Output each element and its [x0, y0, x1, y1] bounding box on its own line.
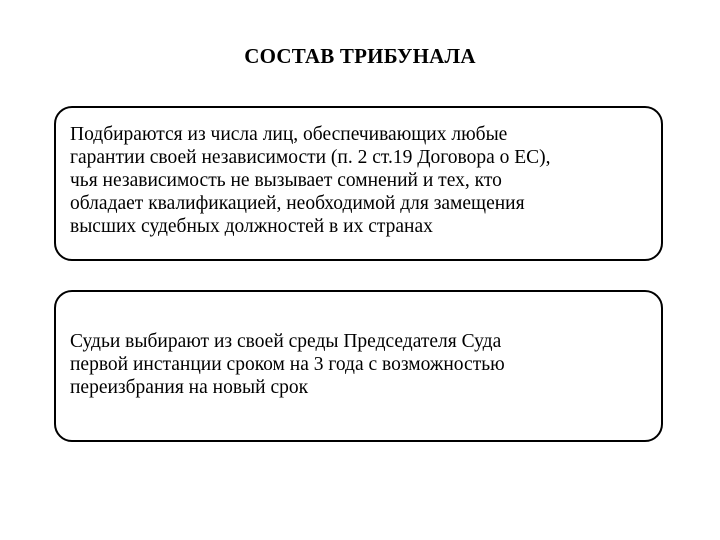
box-text-line: гарантии своей независимости (п. 2 ст.19 Договора о ЕС),	[70, 147, 551, 168]
box-text-line: чья независимость не вызывает сомнений и тех, кто	[70, 170, 502, 191]
selection-criteria-box	[54, 106, 663, 261]
box-text-line: Подбираются из числа лиц, обеспечивающих любые	[70, 124, 508, 145]
president-election-box	[54, 290, 663, 442]
box-text-line: высших судебных должностей в их странах	[70, 216, 433, 237]
page-title: СОСТАВ ТРИБУНАЛА	[244, 44, 476, 68]
box-text-line: обладает квалификацией, необходимой для замещения	[70, 193, 525, 214]
box-text-line: первой инстанции сроком на 3 года с возможностью	[70, 354, 505, 375]
box-text-line: Судьи выбирают из своей среды Председателя Суда	[70, 331, 502, 352]
box-text-line: переизбрания на новый срок	[70, 377, 309, 398]
